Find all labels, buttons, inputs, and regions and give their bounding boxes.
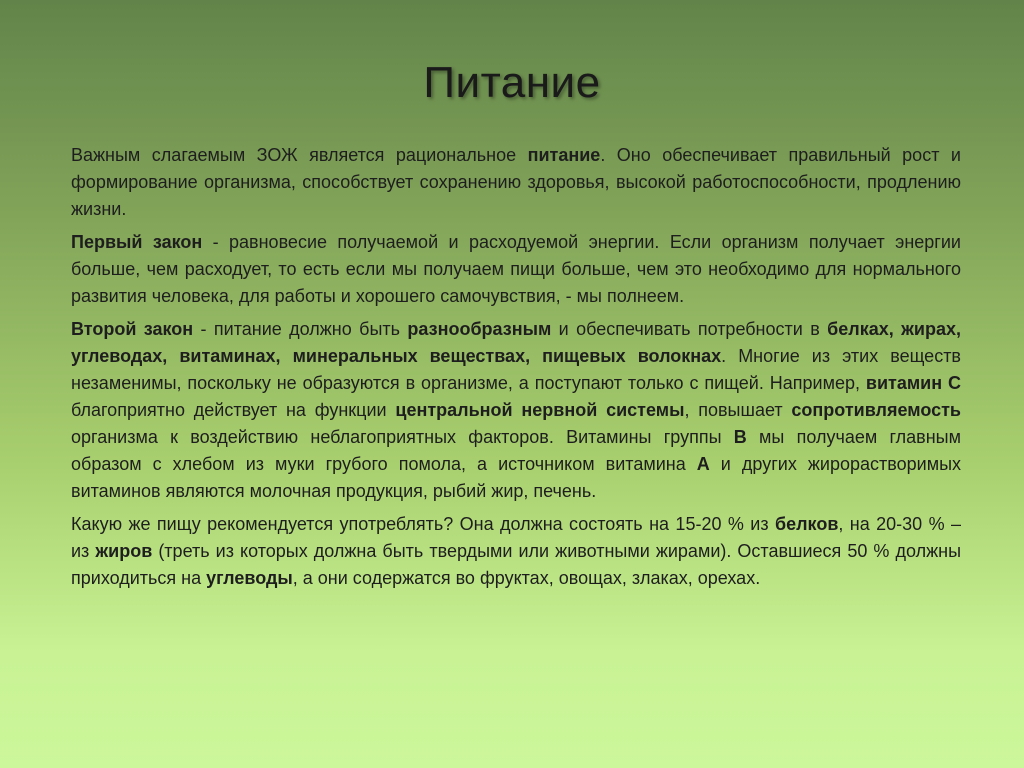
bold-term: А — [696, 454, 710, 474]
bold-term: витамин С — [865, 373, 961, 393]
text-run: мы получаем главным образом с хлебом из муки грубого помола, а источником витамина — [71, 427, 961, 474]
text-run: Какую же пищу рекомендуется употреблять? Она должна состоять на 15-20 % из — [71, 514, 775, 534]
slide-body — [71, 142, 961, 598]
bold-term: разнообразным — [407, 319, 552, 339]
text-run: организма к воздействию неблагоприятных факторов. Витамины группы — [71, 427, 734, 447]
bold-term: углеводы — [206, 568, 293, 588]
text-run: , повышает — [684, 400, 792, 420]
bold-term: жиров — [95, 541, 153, 561]
text-run: - питание должно быть — [193, 319, 408, 339]
text-run: и обеспечивать потребности в — [551, 319, 828, 339]
text-run: , на 20-30 % – из — [71, 514, 961, 561]
text-run: - равновесие получаемой и расходуемой энергии. Если организм получает энергии больше, чем расходует, то есть если мы получаем пищи больше, чем это необходимо для нормального развития человека, для работы и хорошего самочувствия, - мы полнеем. — [71, 232, 961, 306]
text-run: благоприятно действует на функции — [71, 400, 396, 420]
paragraph-recommendation — [71, 511, 961, 592]
text-run: (треть из которых должна быть твердыми или животными жирами). Оставшиеся 50 % должны приходиться на — [71, 541, 962, 588]
bold-term: Первый закон — [71, 232, 203, 252]
slide-title: Питание — [423, 58, 601, 107]
text-run: , а они содержатся во фруктах, овощах, злаках, орехах. — [292, 568, 761, 588]
bold-term: белках, жирах, углеводах, витаминах, минеральных веществах, пищевых волокнах — [71, 319, 961, 366]
paragraph-intro — [71, 142, 961, 223]
bold-term: Второй закон — [71, 319, 194, 339]
bold-term: белков — [774, 514, 839, 534]
bold-term: сопротивляемость — [791, 400, 961, 420]
text-run: . Оно обеспечивает правильный рост и формирование организма, способствует сохранению здоровья, высокой работоспособности, продлению жизни. — [71, 145, 961, 219]
paragraph-first-law — [71, 229, 961, 310]
text-run: Важным слагаемым ЗОЖ является рациональное — [71, 145, 528, 165]
bold-term: В — [733, 427, 747, 447]
bold-term: питание — [527, 145, 601, 165]
paragraph-second-law — [71, 316, 961, 505]
text-run: . Многие из этих веществ незаменимы, поскольку не образуются в организме, а поступают только с пищей. Например, — [71, 346, 961, 393]
bold-term: центральной нервной системы — [395, 400, 685, 420]
text-run: и других жирорастворимых витаминов являются молочная продукция, рыбий жир, печень. — [71, 454, 962, 501]
